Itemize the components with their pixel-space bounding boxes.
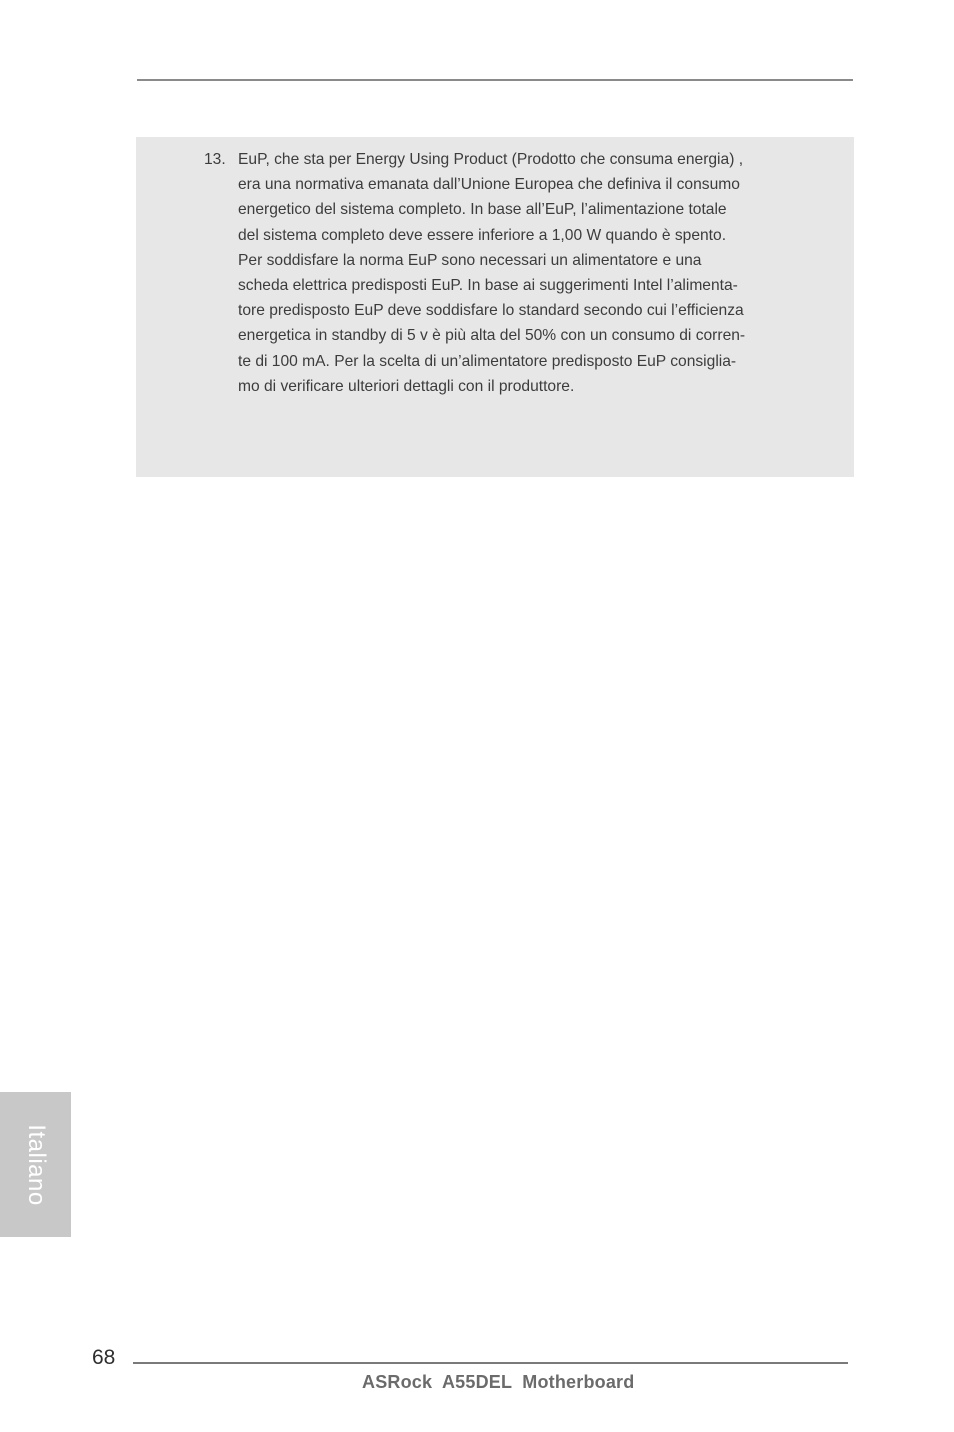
note-line: era una normativa emanata dall’Unione Europea che definiva il consumo bbox=[238, 176, 740, 194]
note-line: del sistema completo deve essere inferiore a 1,00 W quando è spento. bbox=[238, 226, 727, 244]
language-tab-label: Italiano bbox=[22, 1123, 50, 1206]
note-line: mo di verificare ulteriori dettagli con il produttore. bbox=[238, 377, 575, 395]
note-line: tore predisposto EuP deve soddisfare lo standard secondo cui l’efficienza bbox=[238, 302, 744, 320]
note-line: energetico del sistema completo. In base all’EuP, l’alimentazione totale bbox=[238, 201, 727, 219]
page-number: 68 bbox=[92, 1346, 116, 1369]
note-line: energetica in standby di 5 v è più alta del 50% con un consumo di corren- bbox=[238, 327, 746, 345]
note-line: te di 100 mA. Per la scelta di un’alimentatore predisposto EuP consiglia- bbox=[238, 352, 737, 370]
header-rule bbox=[137, 79, 853, 81]
note-line: Per soddisfare la norma EuP sono necessari un alimentatore e una bbox=[238, 251, 702, 269]
note-text bbox=[238, 147, 798, 399]
language-tab bbox=[0, 1092, 71, 1237]
note-line: scheda elettrica predisposti EuP. In base ai suggerimenti Intel l’alimenta- bbox=[238, 277, 738, 295]
note-box bbox=[136, 137, 854, 477]
footer-rule bbox=[133, 1362, 848, 1364]
footer-title: ASRock A55DEL Motherboard bbox=[362, 1372, 635, 1392]
note-number: 13. bbox=[204, 151, 226, 168]
note-line: EuP, che sta per Energy Using Product (Prodotto che consuma energia) , bbox=[238, 151, 744, 168]
